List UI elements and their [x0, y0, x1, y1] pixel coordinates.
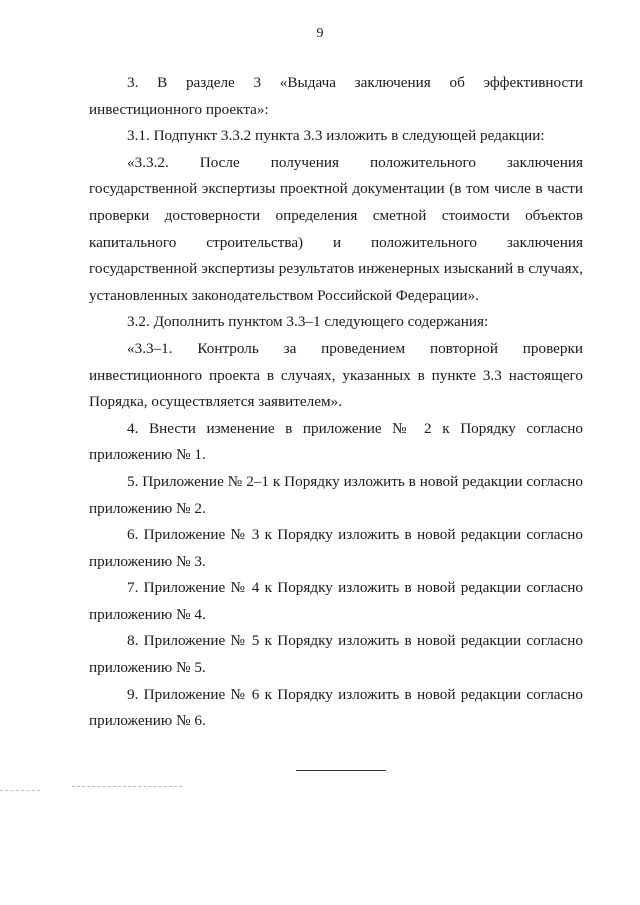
scan-artifact-line: [0, 790, 40, 791]
paragraph-item-5: 5. Приложение № 2–1 к Порядку изложить в новой редакции согласно приложению № 2.: [89, 472, 583, 517]
document-body: [89, 70, 583, 735]
scan-artifact-line: [72, 786, 182, 787]
paragraph-3-1: 3.1. Подпункт 3.3.2 пункта 3.3 изложить в следующей редакции:: [127, 127, 545, 145]
paragraph-3-3-1-quote: «3.3–1. Контроль за проведением повторной проверки инвестиционного проекта в случаях, указанных в пункте 3.3 настоящего Порядка, осуществляется заявителем».: [89, 339, 583, 411]
paragraph-item-6: 6. Приложение № 3 к Порядку изложить в новой редакции согласно приложению № 3.: [89, 526, 583, 570]
paragraph-3-3-2-quote: «3.3.2. После получения положительного заключения государственной экспертизы проектной документации (в том числе в части проверки достоверности определения сметной стоимости объектов капитального строительства) и положительного заключения государственной экспертизы результатов инженерных изысканий в случаях, установленных законодательством Российской Федерации».: [89, 153, 583, 304]
paragraph-3-2: 3.2. Дополнить пунктом 3.3–1 следующего содержания:: [127, 313, 489, 331]
paragraph-item-8: 8. Приложение № 5 к Порядку изложить в новой редакции согласно приложению № 5.: [89, 632, 583, 677]
paragraph-item-4: 4. Внести изменение в приложение № 2 к Порядку согласно приложению № 1.: [89, 419, 583, 464]
paragraph-item-9: 9. Приложение № 6 к Порядку изложить в новой редакции согласно приложению № 6.: [89, 685, 583, 730]
page-number: 9: [316, 26, 324, 41]
paragraph-item-7: 7. Приложение № 4 к Порядку изложить в новой редакции согласно приложению № 4.: [89, 579, 583, 623]
paragraph-section-3: 3. В разделе 3 «Выдача заключения об эффективности инвестиционного проекта»:: [89, 74, 583, 118]
end-of-text-rule: [296, 770, 386, 771]
